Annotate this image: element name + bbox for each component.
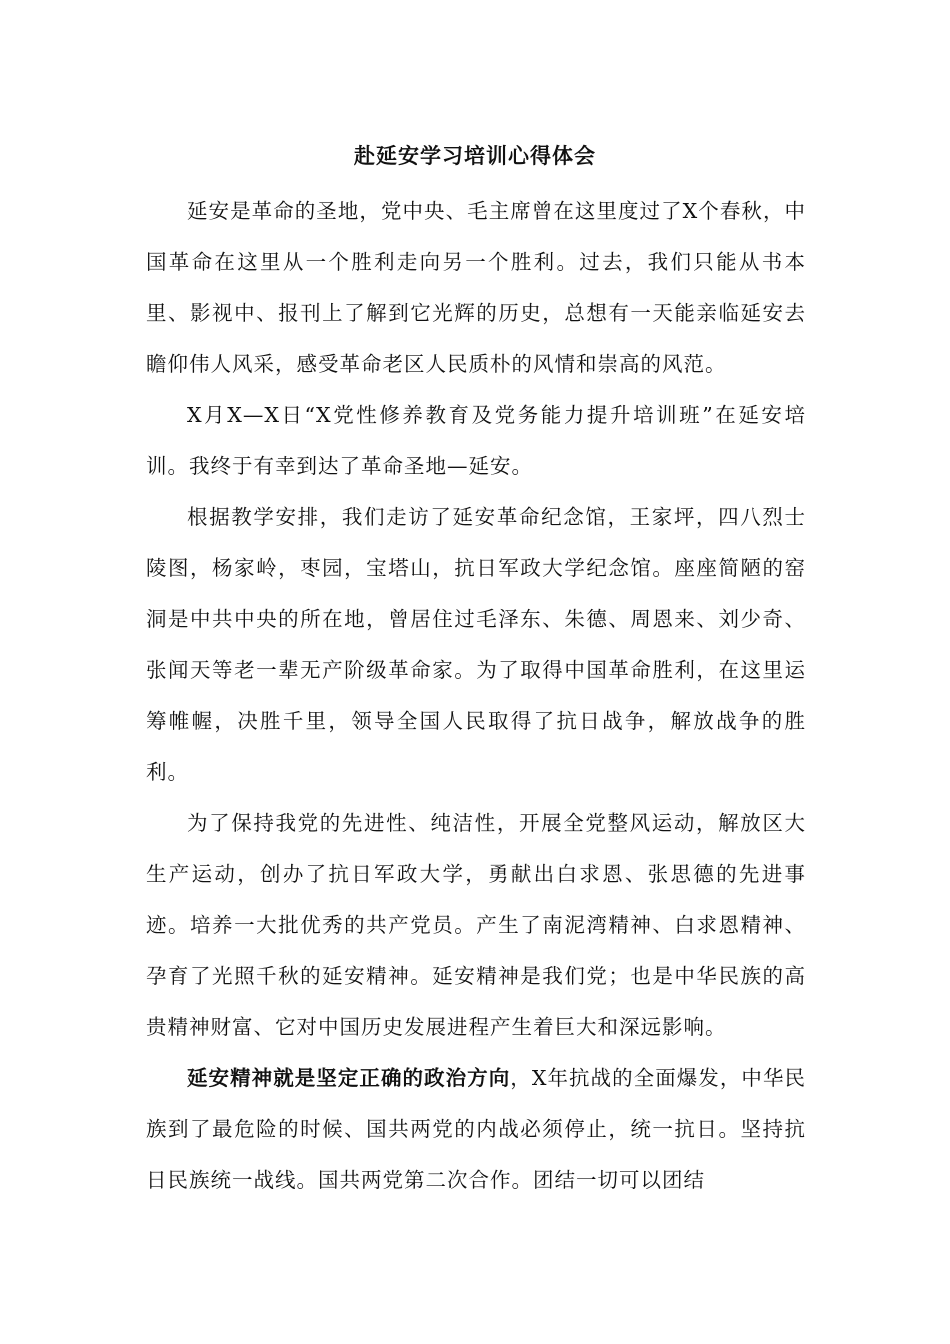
document-title: 赴延安学习培训心得体会 <box>354 143 596 168</box>
paragraph-2: X月X—X日“X党性修养教育及党务能力提升培训班”在延安培训。我终于有幸到达了革命圣地—延安。 <box>146 403 806 478</box>
document-body <box>146 186 806 1206</box>
paragraph-5-text: ，X年抗战的全面爆发，中华民族到了最危险的时候、国共两党的内战必须停止，统一抗日。坚持抗日民族统一战线。国共两党第二次合作。团结一切可以团结 <box>146 1066 807 1192</box>
paragraph-1: 延安是革命的圣地，党中央、毛主席曾在这里度过了X个春秋，中国革命在这里从一个胜利走向另一个胜利。过去，我们只能从书本里、影视中、报刊上了解到它光辉的历史，总想有一天能亲临延安去瞻仰伟人风采，感受革命老区人民质朴的风情和崇高的风范。 <box>146 199 806 376</box>
paragraph-3: 根据教学安排，我们走访了延安革命纪念馆，王家坪，四八烈士陵图，杨家岭，枣园，宝塔山，抗日军政大学纪念馆。座座简陋的窑洞是中共中央的所在地，曾居住过毛泽东、朱德、周恩来、刘少奇、张闻天等老一辈无产阶级革命家。为了取得中国革命胜利，在这里运筹帷幄，决胜千里，领导全国人民取得了抗日战争，解放战争的胜利。 <box>146 505 806 784</box>
paragraph-4: 为了保持我党的先进性、纯洁性，开展全党整风运动，解放区大生产运动，创办了抗日军政大学，勇献出白求恩、张思德的先进事迹。培养一大批优秀的共产党员。产生了南泥湾精神、白求恩精神、孕育了光照千秋的延安精神。延安精神是我们党；也是中华民族的高贵精神财富、它对中国历史发展进程产生着巨大和深远影响。 <box>146 811 806 1039</box>
paragraph-5-bold-lead: 延安精神就是坚定正确的政治方向 <box>187 1066 511 1090</box>
paragraph-5 <box>146 1053 806 1206</box>
